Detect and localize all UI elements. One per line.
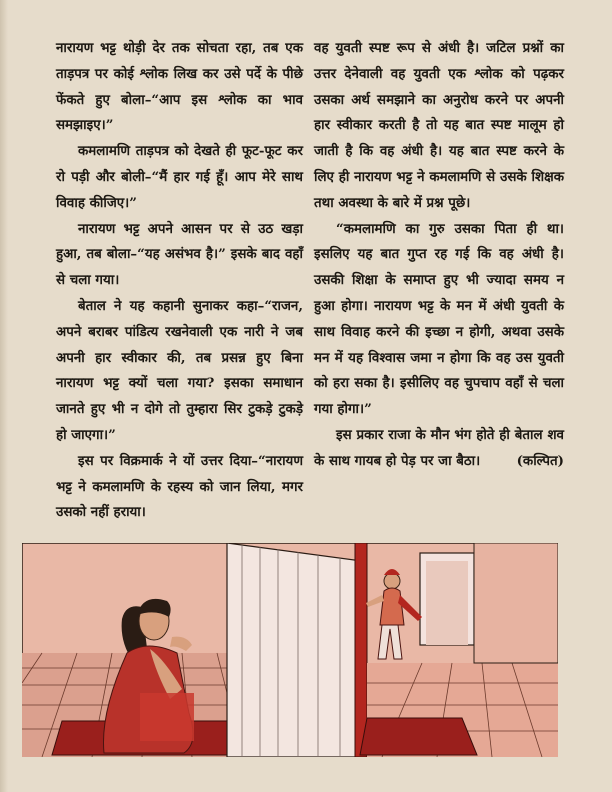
right-text-column [314,36,564,475]
doorway [420,543,558,663]
page-edge-shadow [0,0,8,792]
paragraph: नारायण भट्ट थोड़ी देर तक सोचता रहा, तब एक ताड़पत्र पर कोई श्लोक लिख कर उसे पर्दे के पीछे फेंकते हुए बोला–“आप इस श्लोक का भाव समझाइए।” [56,40,303,134]
paragraph: बेताल ने यह कहानी सुनाकर कहा–“राजन, अपने बराबर पांडित्य रखनेवाली एक नारी ने जब अपनी हार स्वीकार की, तब प्रसन्न हुए बिना नारायण भट्ट क्यों चला गया? इसका समाधान जानते हुए भी न दोगे तो तुम्हारा सिर टुकड़े टुकड़े हो जाएगा।” [56,297,303,443]
paragraph: नारायण भट्ट अपने आसन पर से उठ खड़ा हुआ, तब बोला–“यह असंभव है।” इसके बाद वहाँ से चला गया। [56,220,303,289]
paragraph: वह युवती स्पष्ट रूप से अंधी है। जटिल प्रश्नों का उत्तर देनेवाली वह युवती एक श्लोक को पढ़कर उसका अर्थ समझाने का अनुरोध करने पर अपनी हार स्वीकार करती है तो यह बात स्पष्ट मालूम हो जाती है कि वह अंधी है। यह बात स्पष्ट करने के लिए ही नारायण भट्ट ने कमलामणि से उसके शिक्षक तथा अवस्था के बारे में प्रश्न पूछे। [314,40,564,211]
paragraph: इस पर विक्रमार्क ने यों उत्तर दिया–“नारायण भट्ट ने कमलामणि के रहस्य को जान लिया, मगर उसको नहीं हराया। [56,452,303,521]
story-illustration [22,543,558,757]
story-credit: (कल्पित) [516,452,564,469]
paragraph: “कमलामणि का गुरु उसका पिता ही था। इसलिए यह बात गुप्त रह गई कि वह अंधी है। उसकी शिक्षा के समाप्त हुए भी ज्यादा समय न हुआ होगा। नारायण भट्ट के मन में अंधी युवती के साथ विवाह करने की इच्छा न होगी, अथवा उसके मन में यह विश्वास जमा न होगा कि वह उस युवती को हरा सका है। इसीलिए वह चुपचाप वहाँ से चला गया होगा।” [314,220,564,418]
folding-screen [227,543,362,757]
left-text-column [56,36,303,526]
paragraph: कमलामणि ताड़पत्र को देखते ही फूट-फूट कर रो पड़ी और बोली–“मैं हार गई हूँ। आप मेरे साथ विवाह कीजिए।” [56,143,303,211]
red-carpet-right [360,718,477,755]
paragraph: इस प्रकार राजा के मौन भंग होते ही बेताल शव के साथ गायब हो पेड़ पर जा बैठा। [314,426,564,469]
